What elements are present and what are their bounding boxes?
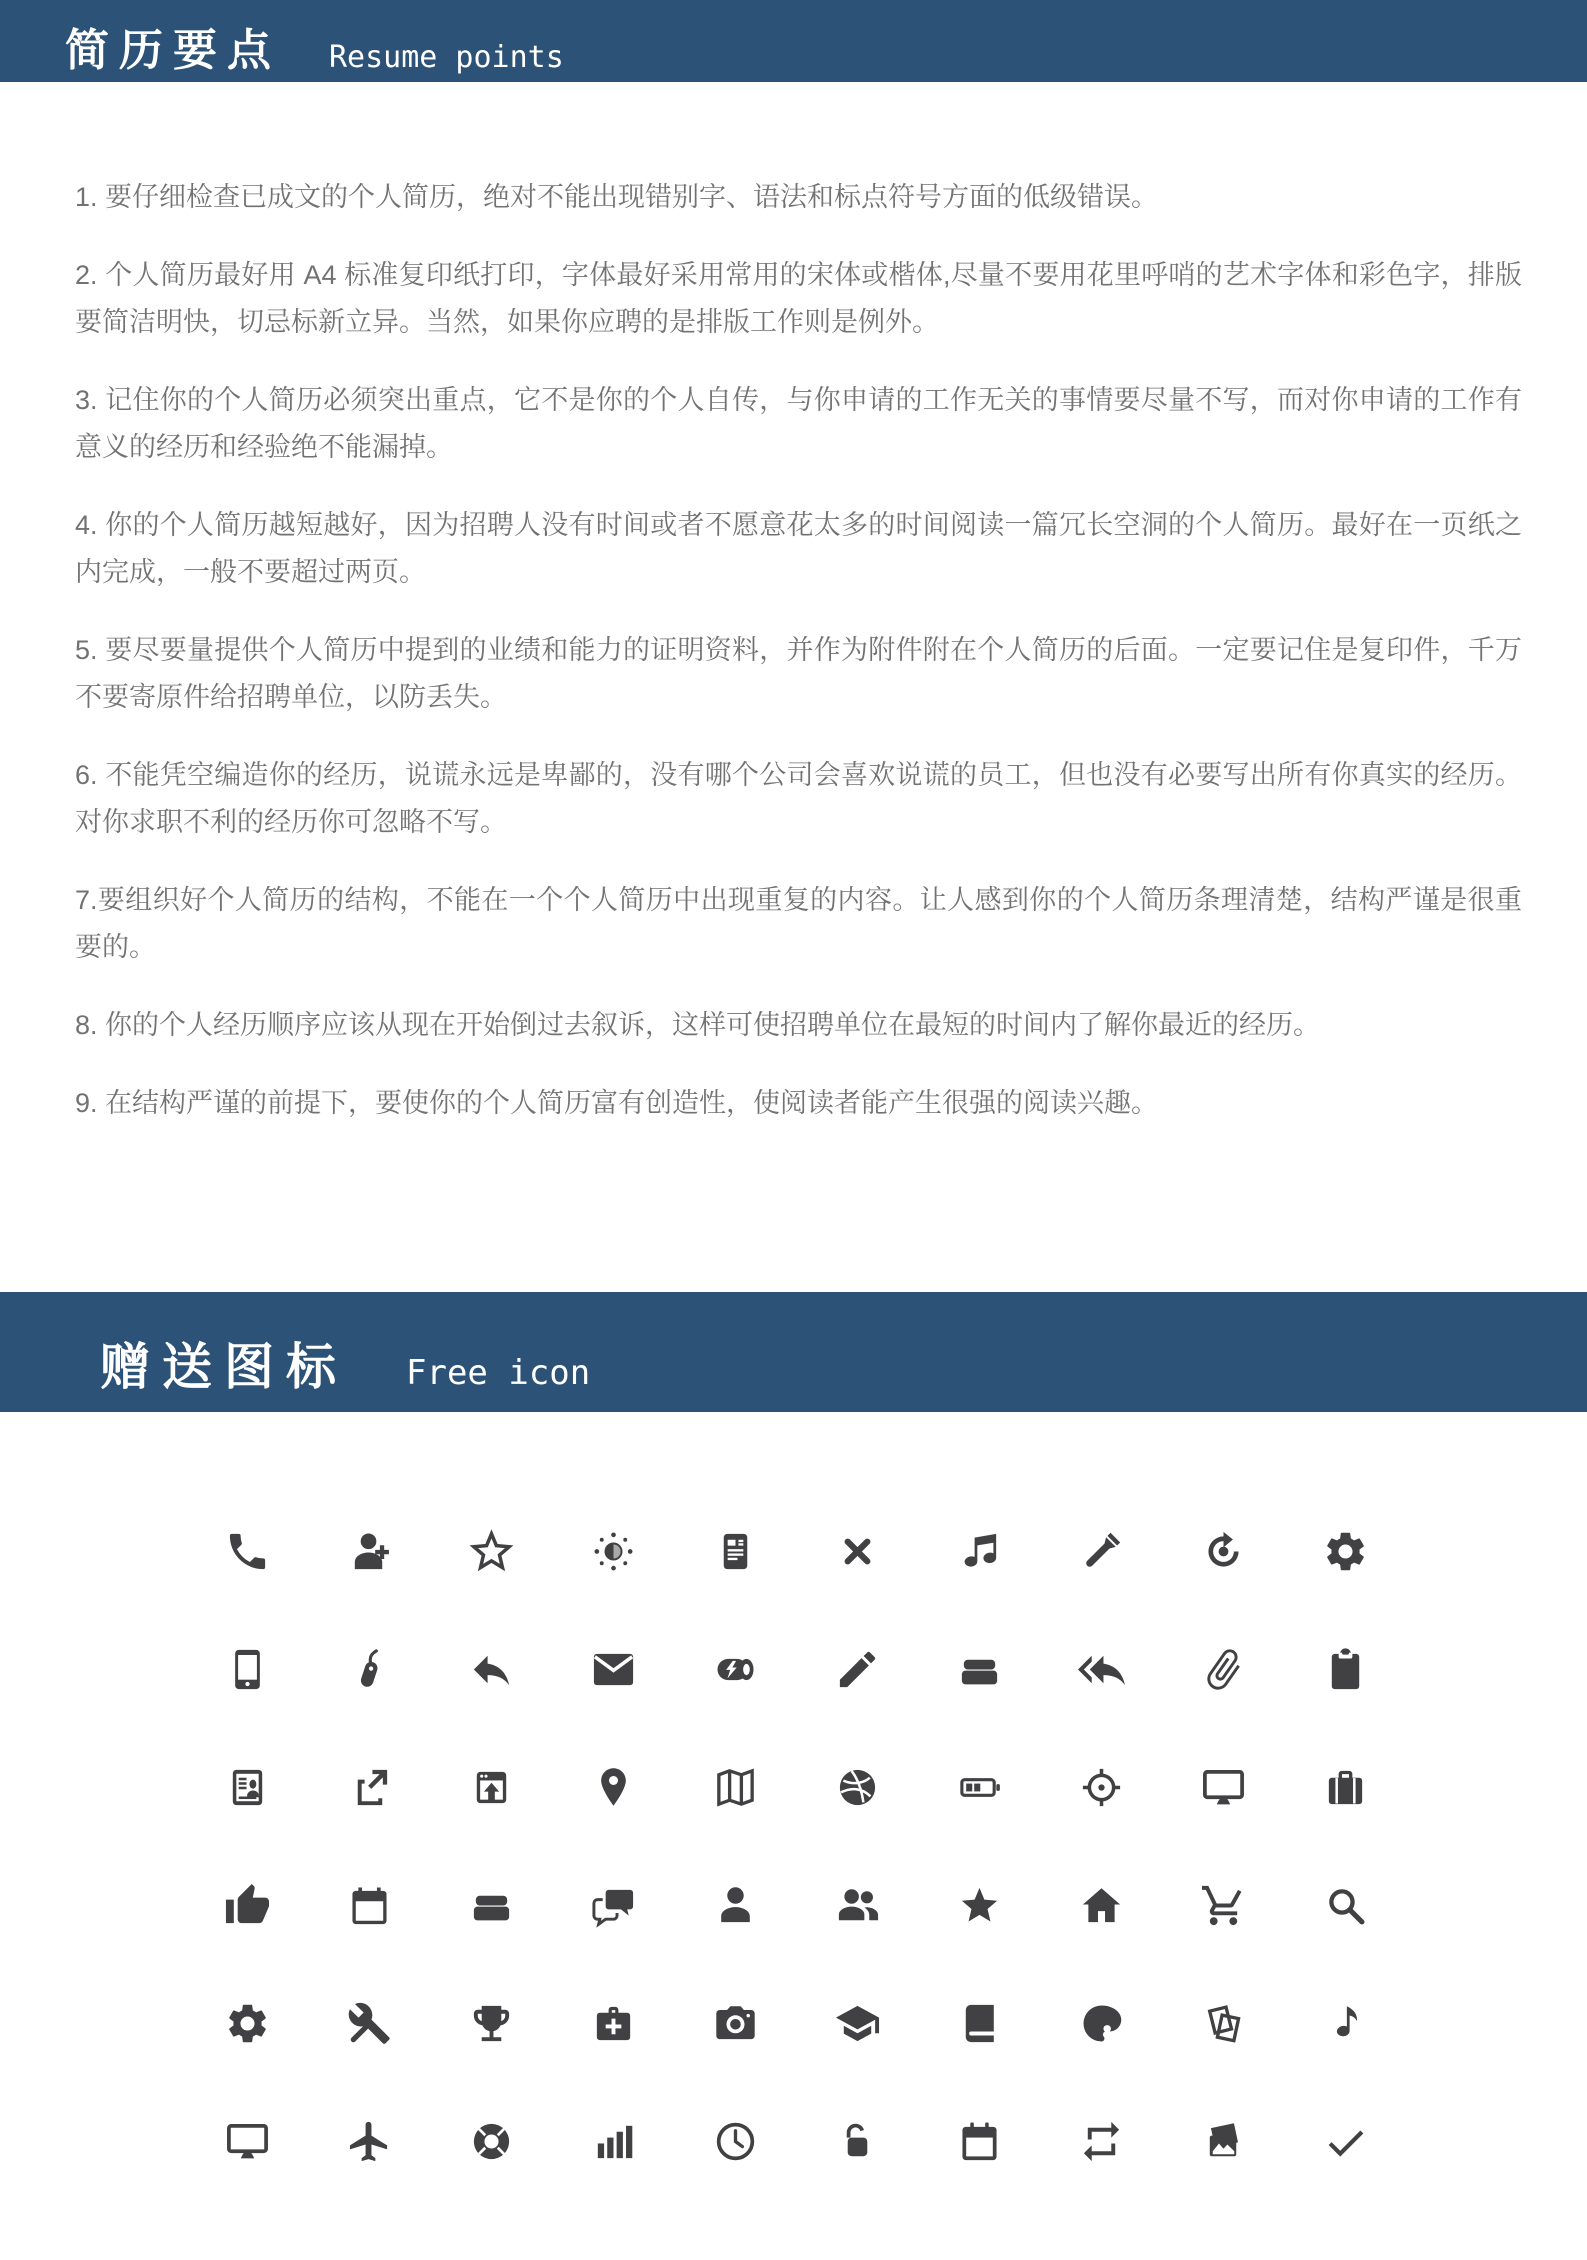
paperclip-icon [1200,1646,1247,1693]
phone-icon [224,1528,271,1575]
clock-icon [712,2118,759,2165]
clipboard-icon [1322,1646,1369,1693]
free-icon-title-en: Free icon [406,1353,591,1394]
battery-flash-icon [712,1646,759,1693]
star-icon [956,1882,1003,1929]
resume-point-6: 6. 不能凭空编造你的经历，说谎永远是卑鄙的，没有哪个公司会喜欢说谎的员工，但也没有必要写出所有你真实的经历。对你求职不利的经历你可忽略不写。 [75,760,1522,837]
tools-icon [346,2000,393,2047]
crosshair-icon [1078,1764,1125,1811]
resume-point-3: 3. 记住你的个人简历必须突出重点，它不是你的个人自传，与你申请的工作无关的事情要尽量不写，而对你申请的工作有意义的经历和经验绝不能漏掉。 [75,385,1522,462]
plane-icon [346,2118,393,2165]
drive-icon [956,1646,1003,1693]
star-outline-icon [468,1528,515,1575]
reply-icon [468,1646,515,1693]
resume-point-1: 1. 要仔细检查已成文的个人简历，绝对不能出现错别字、语法和标点符号方面的低级错误。 [75,182,1159,212]
graduation-cap-icon [834,2000,881,2047]
dribbble-icon [834,1764,881,1811]
users-icon [834,1882,881,1929]
resume-title-zh: 简历要点 [65,26,281,75]
close-icon [834,1528,881,1575]
music-notes-icon [956,1528,1003,1575]
calendar-icon [346,1882,393,1929]
mouse-icon [346,1646,393,1693]
bar-chart-icon [590,2118,637,2165]
drive-icon [468,1882,515,1929]
browser-upload-icon [468,1764,515,1811]
map-icon [712,1764,759,1811]
book-icon [956,2000,1003,2047]
repeat-icon [1078,2118,1125,2165]
search-icon [1322,1882,1369,1929]
palette-icon [1078,2000,1125,2047]
trophy-icon [468,2000,515,2047]
resume-point-5: 5. 要尽要量提供个人简历中提到的业绩和能力的证明资料，并作为附件附在个人简历的后面。一定要记住是复印件，千万不要寄原件给招聘单位，以防丢失。 [75,635,1522,712]
brightness-icon [590,1528,637,1575]
monitor-icon [1200,1764,1247,1811]
lock-open-icon [834,2118,881,2165]
cart-icon [1200,1882,1247,1929]
gear-icon [1322,1528,1369,1575]
resume-header-band [0,0,1587,82]
free-icon-title-zh: 赠送图标 [100,1339,348,1395]
reply-all-icon [1078,1646,1125,1693]
suitcase-icon [1322,1764,1369,1811]
chat-icon [590,1882,637,1929]
thumbs-up-icon [224,1882,271,1929]
photo-cards-icon [1200,2000,1247,2047]
resume-point-7: 7.要组织好个人简历的结构，不能在一个个人简历中出现重复的内容。让人感到你的个人简历条理清楚，结构严谨是很重要的。 [75,885,1522,962]
battery-icon [956,1764,1003,1811]
news-icon [712,1528,759,1575]
share-icon [346,1764,393,1811]
location-pin-icon [590,1764,637,1811]
resume-point-2: 2. 个人简历最好用 A4 标准复印纸打印，字体最好采用常用的宋体或楷体,尽量不要用花里呼哨的艺术字体和彩色字，排版要简洁明快，切忌标新立异。当然，如果你应聘的是排版工作则是例外。 [75,260,1522,337]
resume-point-8: 8. 你的个人经历顺序应该从现在开始倒过去叙诉，这样可使招聘单位在最短的时间内了解你最近的经历。 [75,1010,1321,1040]
icon-grid [186,1412,1406,2260]
lifebuoy-icon [468,2118,515,2165]
home-icon [1078,1882,1125,1929]
resume-points-list [0,82,1587,1127]
resume-point-4: 4. 你的个人简历越短越好，因为招聘人没有时间或者不愿意花太多的时间阅读一篇冗长空洞的个人简历。最好在一页纸之内完成，一般不要超过两页。 [75,510,1522,587]
monitor-icon [224,2118,271,2165]
user-icon [712,1882,759,1929]
calendar-outline-icon [956,2118,1003,2165]
gear-icon [224,2000,271,2047]
id-card-icon [224,1764,271,1811]
mail-icon [590,1646,637,1693]
free-icon-header-band [0,1292,1587,1412]
resume-title-en: Resume points [329,39,564,75]
pencil-icon [834,1646,881,1693]
smartphone-icon [224,1646,271,1693]
camera-icon [712,2000,759,2047]
refresh-target-icon [1200,1528,1247,1575]
check-icon [1322,2118,1369,2165]
resume-point-9: 9. 在结构严谨的前提下，要使你的个人简历富有创造性，使阅读者能产生很强的阅读兴趣。 [75,1088,1159,1118]
photos-icon [1200,2118,1247,2165]
toolbox-add-icon [590,2000,637,2047]
flashlight-icon [1078,1528,1125,1575]
add-contact-icon [346,1528,393,1575]
music-note-icon [1322,2000,1369,2047]
